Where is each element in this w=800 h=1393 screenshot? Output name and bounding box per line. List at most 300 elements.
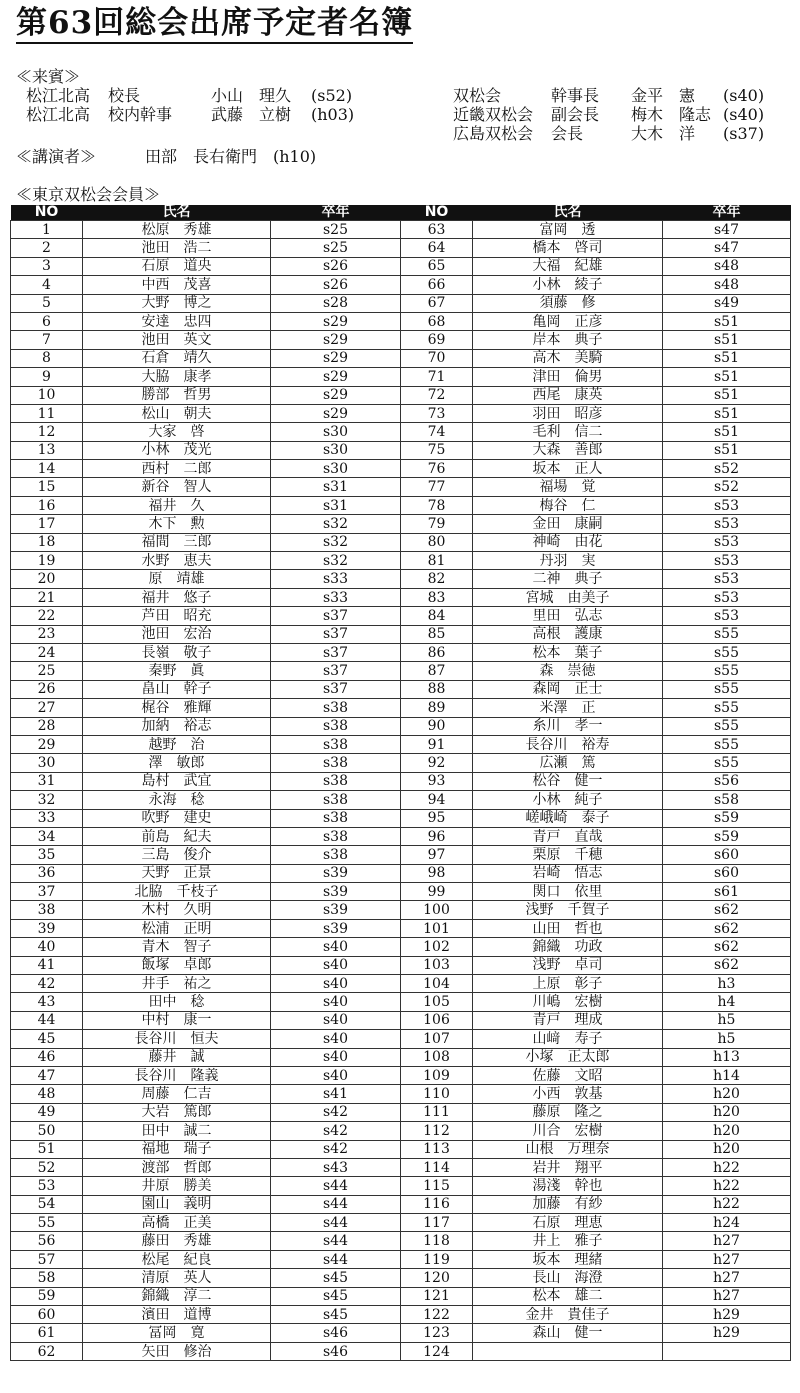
guest-name: 梅木 隆志 [631,105,712,124]
right-name-cell: 川合 宏樹 [473,1122,663,1140]
left-year-cell: s44 [271,1250,401,1268]
right-year-cell: s48 [663,276,791,294]
right-year-cell: s55 [663,625,791,643]
right-name-cell: 小塚 正太郎 [473,1048,663,1066]
table-row [11,735,791,753]
members-heading: ≪東京双松会会員≫ [16,185,161,204]
right-no-cell: 84 [401,607,473,625]
right-no-cell: 118 [401,1232,473,1250]
right-no-cell: 68 [401,312,473,330]
guest-year: (s40) [723,105,765,124]
guest-org: 双松会 [453,86,502,105]
table-row [11,1214,791,1232]
table-header-row [11,205,791,221]
right-name-cell: 宮城 由美子 [473,588,663,606]
left-no-cell: 24 [11,643,83,661]
table-row [11,1342,791,1360]
table-row [11,331,791,349]
guest-name: 大木 洋 [631,124,696,143]
right-no-cell: 67 [401,294,473,312]
left-year-cell: s38 [271,754,401,772]
page-title: 第63回総会出席予定者名簿 [16,4,413,44]
table-row [11,1030,791,1048]
right-no-cell: 77 [401,478,473,496]
right-year-cell: s55 [663,735,791,753]
right-name-cell: 金井 貴佳子 [473,1306,663,1324]
left-name-cell: 長谷川 隆義 [83,1066,271,1084]
left-year-cell: s39 [271,883,401,901]
left-year-cell: s42 [271,1122,401,1140]
left-name-cell: 冨岡 寛 [83,1324,271,1342]
right-year-cell: s60 [663,846,791,864]
table-row [11,1048,791,1066]
left-name-cell: 秦野 眞 [83,662,271,680]
left-no-cell: 31 [11,772,83,790]
table-row [11,239,791,257]
left-year-cell: s44 [271,1195,401,1213]
left-no-cell: 22 [11,607,83,625]
right-no-cell: 70 [401,349,473,367]
right-no-cell: 97 [401,846,473,864]
right-name-cell: 加藤 有紗 [473,1195,663,1213]
table-row [11,625,791,643]
right-name-cell: 高根 護康 [473,625,663,643]
right-name-cell: 高木 美騎 [473,349,663,367]
table-row [11,956,791,974]
guest-name: 金平 憲 [631,86,696,105]
left-no-cell: 23 [11,625,83,643]
left-no-cell: 25 [11,662,83,680]
left-name-cell: 中西 茂喜 [83,276,271,294]
right-year-cell [663,1342,791,1360]
right-year-cell: s53 [663,496,791,514]
left-name-cell: 井手 祐之 [83,975,271,993]
table-row [11,846,791,864]
left-no-cell: 50 [11,1122,83,1140]
left-year-cell: s25 [271,239,401,257]
right-name-cell: 長山 海澄 [473,1269,663,1287]
left-name-cell: 島村 武宜 [83,772,271,790]
right-no-cell: 112 [401,1122,473,1140]
left-no-cell: 56 [11,1232,83,1250]
right-name-cell: 青戸 理成 [473,1011,663,1029]
right-name-cell: 神崎 由花 [473,533,663,551]
left-no-cell: 33 [11,809,83,827]
right-name-cell: 山﨑 寿子 [473,1030,663,1048]
table-row [11,1066,791,1084]
right-name-cell: 小林 純子 [473,791,663,809]
right-name-cell: 上原 彰子 [473,975,663,993]
left-name-cell: 池田 浩二 [83,239,271,257]
left-year-cell: s38 [271,699,401,717]
speaker-heading: ≪講演者≫ [16,147,97,166]
left-no-cell: 34 [11,827,83,845]
table-row [11,809,791,827]
right-no-cell: 104 [401,975,473,993]
table-row [11,441,791,459]
guest-name: 小山 理久 [211,86,292,105]
right-no-cell: 122 [401,1306,473,1324]
right-name-cell: 小林 綾子 [473,276,663,294]
table-row [11,680,791,698]
left-year-cell: s45 [271,1306,401,1324]
table-row [11,772,791,790]
table-row [11,607,791,625]
table-row [11,588,791,606]
left-name-cell: 青木 智子 [83,938,271,956]
right-no-cell: 72 [401,386,473,404]
right-name-cell: 山根 万理奈 [473,1140,663,1158]
right-no-cell: 124 [401,1342,473,1360]
right-name-cell: 大福 紀雄 [473,257,663,275]
left-no-cell: 4 [11,276,83,294]
left-no-cell: 45 [11,1030,83,1048]
left-name-cell: 松原 秀雄 [83,221,271,239]
right-year-cell: s51 [663,368,791,386]
left-no-cell: 54 [11,1195,83,1213]
left-name-cell: 濱田 道博 [83,1306,271,1324]
left-no-cell: 38 [11,901,83,919]
left-name-cell: 高橋 正美 [83,1214,271,1232]
table-row [11,883,791,901]
right-year-cell: h22 [663,1158,791,1176]
right-name-cell: 井上 雅子 [473,1232,663,1250]
right-year-cell: s51 [663,312,791,330]
right-no-cell: 114 [401,1158,473,1176]
left-year-cell: s32 [271,552,401,570]
right-year-cell: s53 [663,515,791,533]
guest-name: 武藤 立樹 [211,105,292,124]
right-no-cell: 108 [401,1048,473,1066]
right-name-cell: 森山 健一 [473,1324,663,1342]
left-no-cell: 27 [11,699,83,717]
left-year-cell: s37 [271,607,401,625]
left-name-cell: 池田 英文 [83,331,271,349]
right-name-cell: 関口 依里 [473,883,663,901]
left-name-cell: 園山 義明 [83,1195,271,1213]
right-no-cell: 116 [401,1195,473,1213]
right-no-cell: 66 [401,276,473,294]
left-year-cell: s40 [271,1011,401,1029]
right-year-cell: h4 [663,993,791,1011]
speaker-name: 田部 長右衛門 (h10) [145,147,317,166]
left-no-cell: 19 [11,552,83,570]
table-row [11,1103,791,1121]
table-row [11,1232,791,1250]
right-name-cell: 川嶋 宏樹 [473,993,663,1011]
right-name-cell: 松谷 健一 [473,772,663,790]
left-no-cell: 39 [11,919,83,937]
table-row [11,478,791,496]
right-no-cell: 88 [401,680,473,698]
table-row [11,662,791,680]
left-name-cell: 三島 俊介 [83,846,271,864]
right-year-cell: s53 [663,552,791,570]
right-no-cell: 111 [401,1103,473,1121]
right-year-cell: s48 [663,257,791,275]
left-no-cell: 36 [11,864,83,882]
right-no-cell: 117 [401,1214,473,1232]
right-name-cell: 梅谷 仁 [473,496,663,514]
right-year-cell: h13 [663,1048,791,1066]
right-name-cell: 小西 敦基 [473,1085,663,1103]
right-name-cell: 糸川 孝一 [473,717,663,735]
left-name-cell: 飯塚 卓郎 [83,956,271,974]
right-no-cell: 96 [401,827,473,845]
table-row [11,496,791,514]
right-year-cell: s60 [663,864,791,882]
right-year-cell: h27 [663,1250,791,1268]
left-year-cell: s32 [271,515,401,533]
left-year-cell: s38 [271,735,401,753]
right-no-cell: 113 [401,1140,473,1158]
left-year-cell: s40 [271,938,401,956]
table-row [11,993,791,1011]
right-year-cell: s51 [663,331,791,349]
table-row [11,423,791,441]
right-year-cell: h3 [663,975,791,993]
left-name-cell: 井原 勝美 [83,1177,271,1195]
left-name-cell: 原 靖雄 [83,570,271,588]
right-year-cell: s59 [663,827,791,845]
guest-year: (h03) [311,105,355,124]
table-row [11,552,791,570]
left-name-cell: 北脇 千枝子 [83,883,271,901]
right-name-cell [473,1342,663,1360]
left-no-cell: 21 [11,588,83,606]
table-row [11,221,791,239]
left-name-cell: 松尾 紀良 [83,1250,271,1268]
left-no-cell: 46 [11,1048,83,1066]
right-year-cell: s47 [663,221,791,239]
right-no-cell: 93 [401,772,473,790]
right-no-cell: 87 [401,662,473,680]
table-row [11,1306,791,1324]
left-no-cell: 15 [11,478,83,496]
left-year-cell: s40 [271,975,401,993]
table-row [11,975,791,993]
left-year-cell: s37 [271,643,401,661]
left-name-cell: 周藤 仁吉 [83,1085,271,1103]
right-year-cell: h5 [663,1030,791,1048]
left-name-cell: 大脇 康孝 [83,368,271,386]
right-no-cell: 119 [401,1250,473,1268]
table-row [11,717,791,735]
table-row [11,901,791,919]
right-no-cell: 86 [401,643,473,661]
right-year-cell: h27 [663,1232,791,1250]
left-no-cell: 49 [11,1103,83,1121]
right-year-cell: s51 [663,404,791,422]
left-year-cell: s42 [271,1140,401,1158]
guest-year: (s52) [311,86,353,105]
left-name-cell: 福間 三郎 [83,533,271,551]
left-name-cell: 芦田 昭充 [83,607,271,625]
left-name-cell: 木村 久明 [83,901,271,919]
left-name-cell: 池田 宏治 [83,625,271,643]
left-year-cell: s30 [271,441,401,459]
left-no-cell: 57 [11,1250,83,1268]
right-name-cell: 西尾 康英 [473,386,663,404]
right-name-cell: 津田 倫男 [473,368,663,386]
right-name-cell: 金田 康嗣 [473,515,663,533]
right-name-cell: 二神 典子 [473,570,663,588]
left-name-cell: 前島 紀夫 [83,827,271,845]
left-no-cell: 53 [11,1177,83,1195]
table-row [11,1085,791,1103]
left-no-cell: 41 [11,956,83,974]
left-name-cell: 清原 英人 [83,1269,271,1287]
left-name-cell: 永海 稔 [83,791,271,809]
right-no-cell: 90 [401,717,473,735]
left-year-cell: s40 [271,1030,401,1048]
right-name-cell: 青戸 直哉 [473,827,663,845]
left-year-cell: s33 [271,570,401,588]
members-table [10,205,791,1361]
table-row [11,643,791,661]
right-year-cell: s51 [663,386,791,404]
left-no-cell: 12 [11,423,83,441]
right-year-cell: s61 [663,883,791,901]
right-no-cell: 92 [401,754,473,772]
left-year-cell: s46 [271,1342,401,1360]
right-no-cell: 75 [401,441,473,459]
right-year-cell: s62 [663,956,791,974]
right-name-cell: 羽田 昭彦 [473,404,663,422]
left-year-cell: s39 [271,919,401,937]
right-no-cell: 79 [401,515,473,533]
left-name-cell: 加納 裕志 [83,717,271,735]
right-name-cell: 米澤 正 [473,699,663,717]
left-year-cell: s30 [271,460,401,478]
right-year-cell: s51 [663,423,791,441]
right-name-cell: 松本 葉子 [473,643,663,661]
left-year-cell: s39 [271,864,401,882]
right-no-cell: 95 [401,809,473,827]
guest-year: (s37) [723,124,765,143]
right-name-cell: 栗原 千穂 [473,846,663,864]
left-name-cell: 渡部 哲郎 [83,1158,271,1176]
right-year-cell: h20 [663,1085,791,1103]
left-name-cell: 西村 二郎 [83,460,271,478]
right-name-cell: 岩崎 悟志 [473,864,663,882]
left-name-cell: 長谷川 恒夫 [83,1030,271,1048]
right-name-cell: 石原 理恵 [473,1214,663,1232]
right-year-cell: h27 [663,1269,791,1287]
left-name-cell: 福地 瑞子 [83,1140,271,1158]
left-no-cell: 16 [11,496,83,514]
left-name-cell: 安達 忠四 [83,312,271,330]
right-no-cell: 76 [401,460,473,478]
left-no-cell: 26 [11,680,83,698]
right-year-cell: s53 [663,570,791,588]
left-no-cell: 14 [11,460,83,478]
left-no-cell: 44 [11,1011,83,1029]
table-row [11,1269,791,1287]
right-no-cell: 80 [401,533,473,551]
right-year-cell: h20 [663,1140,791,1158]
right-name-cell: 佐藤 文昭 [473,1066,663,1084]
left-no-cell: 40 [11,938,83,956]
right-no-cell: 83 [401,588,473,606]
right-year-cell: s55 [663,717,791,735]
right-name-cell: 坂本 理緒 [473,1250,663,1268]
guest-role: 校内幹事 [108,105,173,124]
header-year: 卒年 [663,205,791,221]
table-row [11,294,791,312]
right-no-cell: 74 [401,423,473,441]
left-name-cell: 松浦 正明 [83,919,271,937]
right-year-cell: s55 [663,754,791,772]
guest-org: 松江北高 [26,86,91,105]
left-name-cell: 松山 朝夫 [83,404,271,422]
left-name-cell: 澤 敏郎 [83,754,271,772]
right-name-cell: 松本 雄二 [473,1287,663,1305]
right-no-cell: 81 [401,552,473,570]
right-name-cell: 浅野 卓司 [473,956,663,974]
header-no: NO [11,205,83,221]
left-year-cell: s44 [271,1232,401,1250]
table-row [11,1195,791,1213]
left-year-cell: s29 [271,331,401,349]
right-no-cell: 103 [401,956,473,974]
left-name-cell: 大野 博之 [83,294,271,312]
left-year-cell: s38 [271,772,401,790]
right-year-cell: s51 [663,349,791,367]
table-row [11,349,791,367]
left-year-cell: s38 [271,846,401,864]
left-no-cell: 13 [11,441,83,459]
right-year-cell: h5 [663,1011,791,1029]
table-row [11,1011,791,1029]
left-no-cell: 32 [11,791,83,809]
left-no-cell: 2 [11,239,83,257]
right-no-cell: 64 [401,239,473,257]
left-year-cell: s25 [271,221,401,239]
left-year-cell: s41 [271,1085,401,1103]
left-name-cell: 新谷 智人 [83,478,271,496]
guest-org: 広島双松会 [453,124,534,143]
table-row [11,699,791,717]
right-name-cell: 錦織 功政 [473,938,663,956]
left-name-cell: 大岩 篤郎 [83,1103,271,1121]
right-year-cell: s51 [663,441,791,459]
right-no-cell: 107 [401,1030,473,1048]
left-year-cell: s38 [271,827,401,845]
right-no-cell: 105 [401,993,473,1011]
right-year-cell: s59 [663,809,791,827]
guest-role: 校長 [108,86,141,105]
table-row [11,827,791,845]
right-year-cell: h29 [663,1306,791,1324]
left-year-cell: s40 [271,993,401,1011]
right-year-cell: s53 [663,607,791,625]
right-year-cell: s62 [663,919,791,937]
guests-left [26,86,406,126]
right-no-cell: 99 [401,883,473,901]
right-name-cell: 亀岡 正彦 [473,312,663,330]
left-no-cell: 6 [11,312,83,330]
right-name-cell: 森岡 正士 [473,680,663,698]
table-row [11,276,791,294]
left-no-cell: 62 [11,1342,83,1360]
right-year-cell: s62 [663,901,791,919]
right-name-cell: 広瀬 篤 [473,754,663,772]
right-name-cell: 橋本 啓司 [473,239,663,257]
right-name-cell: 岩井 翔平 [473,1158,663,1176]
header-year: 卒年 [271,205,401,221]
left-year-cell: s31 [271,496,401,514]
